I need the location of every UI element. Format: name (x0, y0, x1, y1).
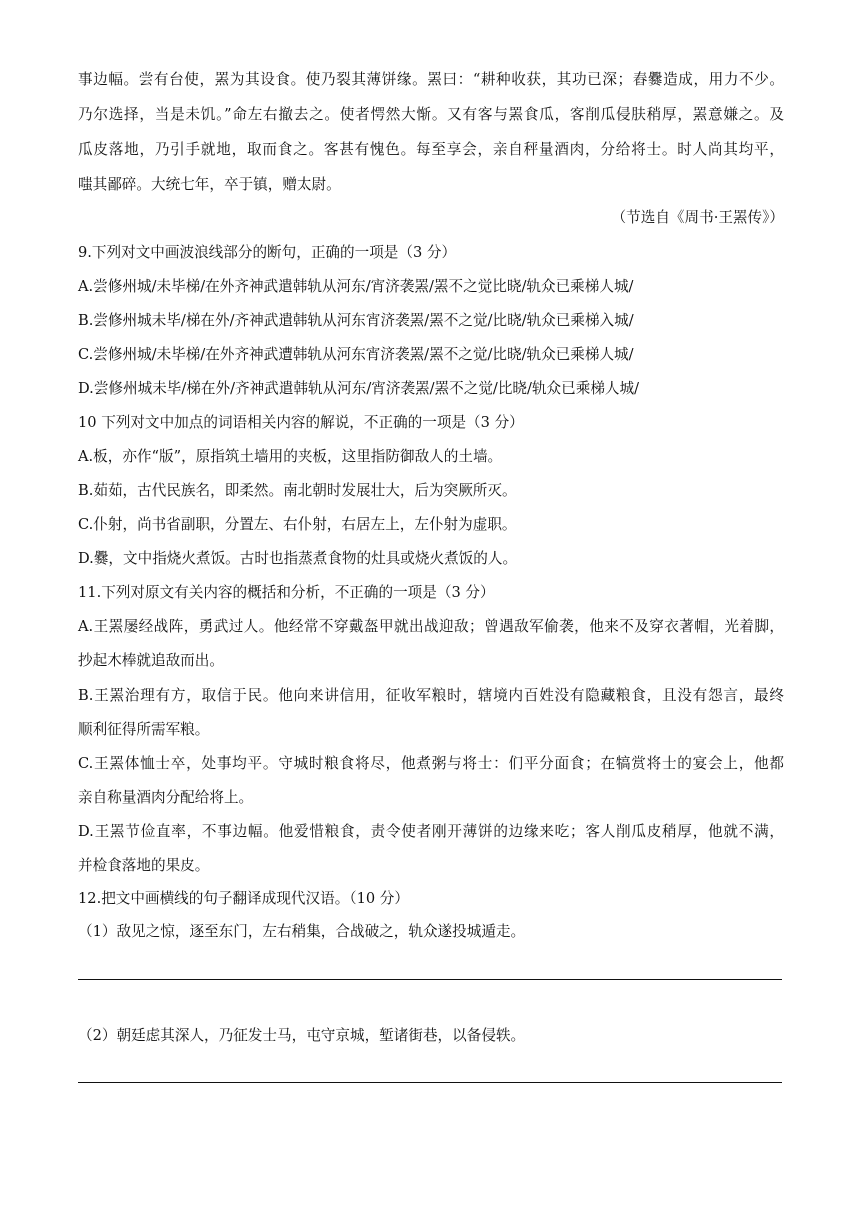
passage-line: 嗤其鄙碎。大统七年，卒于镇，赠太尉。 (78, 176, 341, 193)
question-10-option-b: B.茹茹，古代民族名，即柔然。南北朝时发展壮大，后为突厥所灭。 (78, 482, 517, 499)
question-11-option-b: B.王罴治理有方，取信于民。他向来讲信用，征收军粮时，辖境内百姓没有隐藏粮食，且没有怨言，最终 (78, 687, 784, 704)
question-9-stem: 9.下列对文中画波浪线部分的断句，正确的一项是（3 分） (78, 244, 457, 261)
question-11-option-a-cont: 抄起木棒就追敌而出。 (78, 652, 224, 669)
question-12-stem: 12.把文中画横线的句子翻译成现代汉语。（10 分） (78, 890, 409, 907)
passage-source: （节选自《周书·王罴传》） (611, 209, 784, 226)
question-11-option-d: D.王罴节俭直率，不事边幅。他爱惜粮食，责令使者刚开薄饼的边缘来吃；客人削瓜皮稍厚，他就不满， (78, 823, 784, 840)
question-9-option-b: B.尝修州城未毕/梯在外/齐神武遣韩轨从河东宵济袭罴/罴不之觉/比晓/轨众已乘梯入城/ (78, 312, 634, 329)
question-11-option-b-cont: 顺利征得所需军粮。 (78, 721, 210, 738)
question-10-stem: 10 下列对文中加点的词语相关内容的解说，不正确的一项是（3 分） (78, 414, 524, 431)
answer-line-1[interactable] (78, 979, 782, 980)
answer-line-2[interactable] (78, 1082, 782, 1083)
passage-line: 瓜皮落地，乃引手就地，取而食之。客甚有愧色。每至享会，亲自秤量酒肉，分给将士。时人尚其均平， (78, 141, 784, 158)
question-11-option-c: C.王罴体恤士卒，处事均平。守城时粮食将尽，他煮粥与将士：们平分面食；在犒赏将士的宴会上，他都 (78, 755, 784, 772)
question-10-option-d: D.爨，文中指烧火煮饭。古时也指蒸煮食物的灶具或烧火煮饭的人。 (78, 550, 518, 567)
question-9-option-c: C.尝修州城/未毕梯/在外齐神武遭韩轨从河东宵济袭罴/罴不之觉/比晓/轨众已乘梯人城/ (78, 346, 634, 363)
question-9-option-a: A.尝修州城/未毕梯/在外齐神武遣韩轨从河东/宵济袭罴/罴不之觉比晓/轨众已乘梯人城/ (78, 278, 634, 295)
question-9-option-d: D.尝修州城未毕/梯在外/齐神武遣韩轨从河东/宵济袭罴/罴不之觉/比晓/轨众已乘梯人城/ (78, 380, 640, 397)
question-12-item-1: （1）敌见之惊，逐至东门，左右稍集，合战破之，轨众遂投城遁走。 (78, 923, 526, 940)
question-10-option-a: A.板，亦作“版”，原指筑土墙用的夹板，这里指防御敌人的土墙。 (78, 448, 503, 465)
question-11-option-a: A.王罴屡经战阵，勇武过人。他经常不穿戴盔甲就出战迎敌；曾遇敌军偷袭，他来不及穿衣著帽，光着脚， (78, 618, 784, 635)
passage-line: 事边幅。尝有台使，罴为其设食。使乃裂其薄饼缘。罴曰：“耕种收获，其功已深；舂爨造成，用力不少。 (78, 71, 784, 88)
question-11-option-c-cont: 亲自称量酒肉分配给将上。 (78, 789, 254, 806)
question-10-option-c: C.仆射，尚书省副职，分置左、右仆射，右居左上，左仆射为虚职。 (78, 516, 517, 533)
question-11-stem: 11.下列对原文有关内容的概括和分析，不正确的一项是（3 分） (78, 584, 495, 601)
passage-line: 乃尔选择，当是未饥。”命左右撤去之。使者愕然大惭。又有客与罴食瓜，客削瓜侵肤稍厚，罴意嫌之。及 (78, 106, 784, 123)
question-11-option-d-cont: 并检食落地的果皮。 (78, 857, 210, 874)
question-12-item-2: （2）朝廷虑其深人，乃征发士马，屯守京城，堑诸街巷，以备侵轶。 (78, 1027, 526, 1044)
